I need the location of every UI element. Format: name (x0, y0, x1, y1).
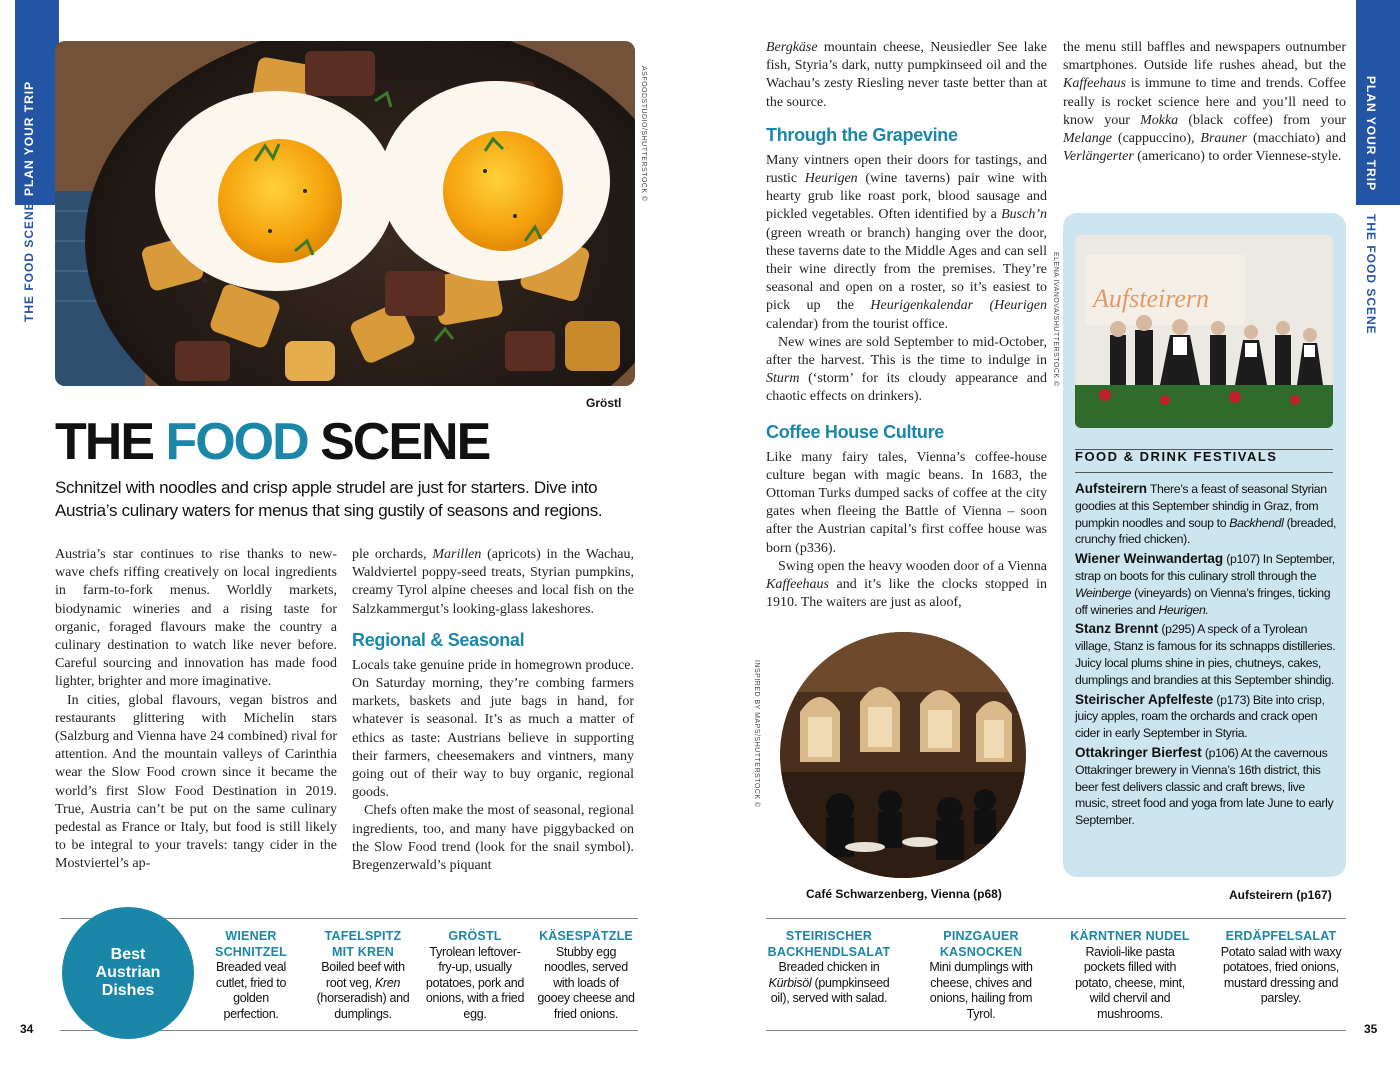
page-number-right: 35 (1364, 1022, 1378, 1036)
aufsteirern-caption: Aufsteirern (p167) (1229, 888, 1332, 902)
festival-name: Aufsteirern (1075, 481, 1148, 496)
right-section-label: THE FOOD SCENE (1364, 214, 1378, 335)
col3-p4-a: Swing open the heavy wooden door of a Vienna (778, 558, 1047, 574)
festival-text: (p107) In September, strap on boots for this culinary stroll through the (1075, 552, 1335, 583)
col4-p1-em5: Verlängerter (1063, 149, 1134, 165)
col3-p4-em: Kaffeehaus (766, 577, 829, 593)
dish-item (922, 929, 1040, 1022)
festival-tail: (breaded, crunchy fried chicken). (1075, 515, 1337, 547)
dish-desc: Mini dumplings with cheese, chives and onions, hailing from Tyrol. (929, 960, 1033, 1021)
right-tab-label: PLAN YOUR TRIP (1364, 76, 1378, 192)
festival-item (1075, 692, 1337, 742)
col4-p1-c: (black coffee) from your (1178, 112, 1346, 128)
festivals-list (1075, 481, 1337, 832)
dish-desc-em: Kürbisöl (768, 975, 812, 990)
col1-paragraph-1: Austria’s star continues to rise thanks to new-wave chefs riffing creatively on local ingredients in farm-to-fork menus. Worldly markets, biodynamic wineries and a rising taste for organic, foraged flavours make the country a culinary destination to watch like never before. Careful sourcing and innovation has made food lighter, brighter and more imaginative. (55, 547, 337, 690)
best-dishes-badge (62, 907, 194, 1039)
cafe-photo-credit: INSPIRED BY MAPS/SHUTTERSTOCK © (753, 660, 760, 808)
intro-text: Schnitzel with noodles and crisp apple strudel are just for starters. Dive into Austria’s culinary waters for menus that sing gustily of seasons and regions. (55, 478, 603, 520)
col4-p1-e: (macchiato) and (1247, 131, 1346, 147)
col3-p1-em1: Heurigen (804, 171, 858, 187)
dish-name: STEIRISCHER BACKHENDLSALAT (767, 929, 891, 959)
dish-name: KÄSESPÄTZLE (539, 929, 633, 943)
column-1 (55, 546, 337, 874)
dish-desc: Stubby egg noodles, served with loads of gooey cheese and fried onions. (537, 944, 635, 1021)
col3-p2-a: New wines are sold September to mid-October, after the harvest. This is the time to indulge in (766, 334, 1047, 369)
column-3 (766, 39, 1047, 612)
dishes-bottom-rule-right (766, 1030, 1346, 1031)
festivals-heading-text: FOOD & DRINK FESTIVALS (1075, 449, 1278, 464)
dish-desc: Ravioli-like pasta pockets filled with potato, cheese, mint, wild chervil and mushrooms. (1075, 944, 1185, 1021)
col4-p1-d: (cappuccino), (1111, 131, 1201, 147)
grostl-caption: Gröstl (586, 396, 622, 410)
dish-desc: Breaded veal cutlet, fried to golden perfection. (215, 960, 287, 1021)
left-tab-label: PLAN YOUR TRIP (22, 80, 36, 196)
col3-p0-text: mountain cheese, Neusiedler See lake fish, Styria’s dark, nutty pumpkinseed oil and the Wachau’s zesty Riesling never taste better than at the source. (766, 40, 1047, 110)
col4-p1-a: the menu still baffles and newspapers outnumber smartphones. Outside life rushes ahead, but the (1063, 40, 1346, 74)
col3-p1-em2: Busch’n (1001, 207, 1047, 223)
cafe-caption: Café Schwarzenberg, Vienna (p68) (806, 887, 1002, 901)
festival-em: Backhendl (1229, 515, 1284, 530)
heading-through-the-grapevine: Through the Grapevine (766, 124, 958, 145)
dish-name: GRÖSTL (448, 929, 502, 943)
dish-name: TAFELSPITZ MIT KREN (324, 929, 402, 959)
festivals-heading (1075, 449, 1333, 473)
dish-desc-a: Breaded chicken in (778, 960, 880, 974)
festival-name: Steirischer Apfelfeste (1075, 691, 1214, 707)
col3-p1-em3: Heurigenkalendar (Heurigen (870, 298, 1047, 314)
col3-paragraph-2 (766, 334, 1047, 407)
festival-em: Weinberge (1075, 585, 1132, 600)
dish-item (1212, 929, 1350, 1007)
col3-p4-b: and it’s like the clocks stopped in 1910. The waiters are just as aloof, (766, 577, 1047, 611)
cafe-illustration (780, 632, 1026, 878)
column-4 (1063, 39, 1346, 166)
festival-item (1075, 551, 1337, 618)
col4-p1-em2: Mokka (1140, 112, 1179, 128)
dish-name: WIENER SCHNITZEL (215, 929, 287, 959)
dish-name: PINZGAUER KASNOCKEN (939, 929, 1023, 959)
dish-desc-em: Kren (374, 975, 401, 990)
col4-paragraph-1 (1063, 39, 1346, 166)
dishes-top-rule-right (766, 918, 1346, 919)
festival-text: (p173) Bite into crisp, juicy apples, roam the orchards and crack open cider in early September in Styria. (1075, 692, 1325, 741)
festival-name: Ottakringer Bierfest (1075, 744, 1202, 760)
dish-item (205, 929, 297, 1022)
column-2 (352, 546, 634, 875)
col4-p1-em4: Brauner (1200, 131, 1248, 147)
col3-paragraph-4 (766, 558, 1047, 613)
grostl-photo-credit: ASFOODSTUDIO/SHUTTERSTOCK © (640, 66, 647, 202)
aufsteirern-photo (1075, 235, 1333, 428)
left-section-label: THE FOOD SCENE (22, 201, 36, 322)
festival-tail: (vineyards) on Vienna’s fringes, ticking off wineries and (1075, 585, 1331, 617)
dish-item (422, 929, 528, 1022)
col3-p1-d: calendar) from the tourist office. (766, 316, 949, 332)
col4-p1-em3: Melange (1063, 131, 1112, 147)
col3-paragraph-1 (766, 152, 1047, 334)
aufsteirern-illustration (1075, 235, 1333, 428)
dish-desc-b: (pumpkinseed oil), served with salad. (770, 975, 890, 1005)
title-highlight: FOOD (165, 413, 308, 471)
col3-p0-em: Bergkäse (766, 40, 818, 55)
festival-em-2: Heurigen. (1158, 602, 1209, 617)
col4-p1-em1: Kaffeehaus (1063, 76, 1126, 92)
grostl-illustration (55, 41, 635, 386)
col2-p1-text-a: ple orchards, (352, 547, 433, 562)
col2-p1-text-b: (apricots) in the Wachau, Waldviertel poppy-seed treats, Styrian pumpkins, creamy Tyrol alpine cheeses and local fish on the Salzkammergut’s looking-glass lakeshores. (352, 547, 634, 617)
dish-name: KÄRNTNER NUDEL (1070, 929, 1190, 943)
dish-desc (312, 960, 414, 1022)
col3-p1-c: (green wreath or branch) hanging over the door, these taverns date to the Middle Ages and can sell their wine directly from the premises. They’re seasonal and open on a roster, so it’s easiest to pick up the (766, 225, 1047, 314)
aufsteirern-photo-credit: ELENA IVANOVA/SHUTTERSTOCK © (1052, 252, 1059, 387)
col4-p1-b: is immune to time and trends. Coffee really is rocket science here and you’ll need to know your (1063, 76, 1346, 128)
cafe-photo (780, 632, 1026, 878)
heading-regional-seasonal: Regional & Seasonal (352, 629, 525, 650)
dish-name: ERDÄPFELSALAT (1225, 929, 1337, 943)
aufsteirern-banner-text: Aufsteirern (1093, 284, 1210, 313)
col2-p1-em: Marillen (432, 547, 482, 562)
festival-item (1075, 745, 1337, 829)
festival-name: Stanz Brennt (1075, 621, 1159, 637)
dish-item (1068, 929, 1192, 1022)
col2-paragraph-2: Locals take genuine pride in homegrown produce. On Saturday morning, they’re combing farmers markets, baskets and jute bags in hand, for whatever is seasonal. It’s as much a matter of ethics as taste: Austrians believe in supporting their farmers, cheesemakers and vintners, many going out of their way to buy organic, regional goods. (352, 657, 634, 801)
festival-item (1075, 621, 1337, 688)
col1-paragraph-2: In cities, global flavours, vegan bistros and restaurants glittering with Michelin stars (Salzburg and Vienna have 24 combined) rival for attention. And the mountain valleys of Carinthia wear the Slow Food crown since it became the world’s first Slow Food Destination in 2019. True, Austria can’t be put on the same culinary pedestal as France or Italy, but food is still likely to be integral to your travels: tangy cider in the Mostviertel’s ap- (55, 692, 337, 872)
dish-desc (766, 960, 892, 1007)
festival-item (1075, 481, 1337, 548)
title-part-1: THE (55, 413, 166, 471)
right-side-tab (1356, 0, 1400, 205)
badge-text: Best Austrian Dishes (95, 946, 161, 999)
festival-text: (p295) A speck of a Tyrolean village, Stanz is famous for its schnapps distilleries. Juicy local plums shine in pies, chutneys, cakes, dumplings and brandies at this September shindig. (1075, 622, 1336, 687)
col3-paragraph-0 (766, 39, 1047, 112)
dish-desc: Potato salad with waxy potatoes, fried onions, mustard dressing and parsley. (1220, 944, 1342, 1005)
col3-p2-b: (‘storm’ for its cloudy appearance and chaotic effects on drinkers). (766, 371, 1047, 405)
col3-p1-a: Many vintners open their doors for tastings, and rustic (766, 152, 1047, 187)
col3-p1-b: (wine taverns) pair wine with hearty grub like roast pork, blood sausage and pickled vegetables. Often identified by a (766, 171, 1047, 223)
dish-item (536, 929, 636, 1022)
festival-text: (p106) At the cavernous Ottakringer brewery in Vienna’s 16th district, this beer fest delivers classic and craft brews, live music, street food and yoga from late June to early September. (1075, 745, 1334, 828)
col2-paragraph-3: Chefs often make the most of seasonal, regional ingredients, too, and many have piggybacked on the Slow Food trend (look for the snail symbol). Bregenzerwald’s piquant (352, 803, 634, 874)
page-number-left: 34 (20, 1022, 34, 1036)
dish-item (766, 929, 892, 1007)
heading-coffee-house-culture: Coffee House Culture (766, 421, 945, 442)
col3-paragraph-3: Like many fairy tales, Vienna’s coffee-house culture began with magic beans. In 1683, the Ottoman Turks dumped sacks of coffee at the city gates when fleeing the Battle of Vienna – soon after the Austrian capital’s first coffee house was born (p336). (766, 449, 1047, 556)
dish-desc-b: (horseradish) and dumplings. (316, 991, 410, 1021)
festival-name: Wiener Weinwandertag (1075, 551, 1224, 567)
dish-item (312, 929, 414, 1022)
festival-text: There’s a feast of seasonal Styrian goodies at this September shindig in Graz, from pumpkin noodles and soup to (1075, 482, 1327, 530)
col4-p1-f: (americano) to order Viennese-style. (1133, 149, 1342, 165)
col3-p2-em: Sturm (766, 371, 800, 387)
grostl-photo (55, 41, 635, 386)
title-part-3: SCENE (307, 413, 490, 471)
col2-paragraph-1 (352, 546, 634, 619)
page-title (55, 410, 489, 474)
dish-desc: Tyrolean leftover-fry-up, usually potatoes, pork and onions, with a fried egg. (425, 944, 525, 1021)
dish-desc-a: Boiled beef with root veg, (321, 960, 405, 990)
